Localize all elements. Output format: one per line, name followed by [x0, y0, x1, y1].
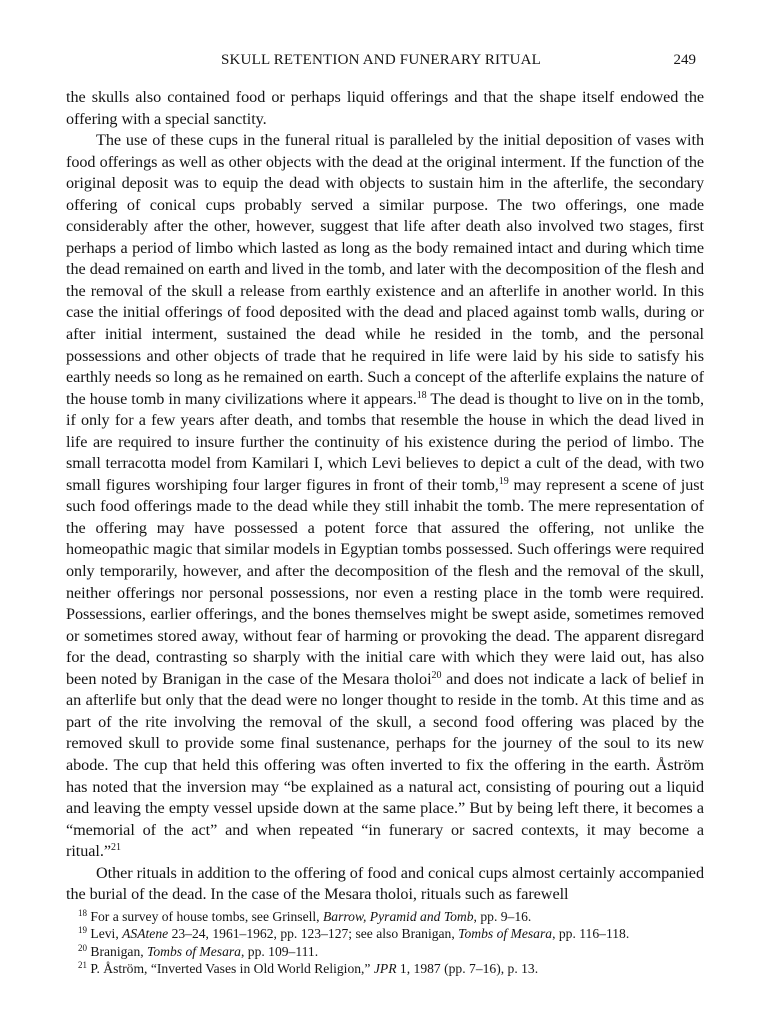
note-ref-21[interactable]: 21 — [111, 842, 121, 854]
footnote-20: $^{20}$ Branigan, Tombs of Mesara, pp. 109–111. — [78, 942, 319, 959]
footnote-18: $^{18}$ For a survey of house tombs, see Grinsell, Barrow, Pyramid and Tomb, pp. 9–16. — [78, 908, 532, 924]
paragraph-other-rituals: Other rituals in addition to the offering of food and conical cups almost certainly accompanied the burial of the dead. In the case of the Mesara tholoi, rituals such as farewell — [66, 863, 704, 904]
paragraph-continuation: the skulls also contained food or perhaps liquid offerings and that the shape itself endowed the offering with a special sanctity. — [66, 88, 704, 128]
note-ref-19[interactable]: 19 — [498, 475, 509, 487]
note-ref-18[interactable]: 18 — [416, 389, 427, 401]
body-text — [66, 87, 704, 906]
running-head-title: SKULL RETENTION AND FUNERARY RITUAL — [220, 52, 542, 68]
page-number: 249 — [673, 52, 696, 68]
note-ref-20[interactable]: 20 — [431, 669, 442, 681]
footnotes — [66, 908, 706, 978]
footnote-19: $^{19}$ Levi, ASAtene 23–24, 1961–1962, pp. 123–127; see also Branigan, Tombs of Mesara, pp. 116–118. — [78, 925, 630, 942]
running-head — [66, 50, 696, 70]
footnote-21: $^{21}$ P. Åström, “Inverted Vases in Old World Religion,” JPR 1, 1987 (pp. 7–16), p. 13. — [78, 960, 539, 977]
paragraph-conical-cups: The use of these cups in the funeral ritual is paralleled by the initial deposition of vases with food offerings as well as other objects with the dead at the original interment. If the function of the original deposit was to equip the dead with objects to sustain him in the afterlife, the secondary offering of conical cups probably served a similar purpose. The two offerings, one made considerably after the other, however, suggest that life after death also involved two stages, first perhaps a period of limbo which lasted as long as the body remained intact and during which time the dead remained on earth and lived in the tomb, and later with the decomposition of the flesh and the removal of the skull a release from earthly existence and an afterlife in another world. In this case the initial offerings of food deposited with the dead and placed against tomb walls, during or after initial interment, sustained the dead while he resided in the tomb, and the personal possessions and other objects of trade that he required in life were laid by his side to satisfy his earthly needs so long as he remained on earth. Such a concept of the afterlife explains the nature of the house tomb in many civilizations where it appears.$^{18}$ The dead is thought to live on in the tomb, if only for a few years after death, and tombs that resemble the house in which the dead lived in life are required to insure further the continuity of his existence during the period of limbo. The small terracotta model from Kamilari I, which Levi believes to depict a cult of the dead, with two small figures worshiping four larger figures in front of their tomb,$^{19}$ may represent a scene of just such food offerings made to the dead while they still inhabit the tomb. The mere representation of the offering may have possessed a potent force that assured the offering, not unlike the homeopathic magic that similar models in Egyptian tombs possessed. Such offerings were required only temporarily, however, and after the decomposition of the flesh and the removal of the skull, neither offerings nor personal possessions, nor even a resting place in the tomb were required. Possessions, earlier offerings, and the bones themselves might be swept aside, sometimes removed or sometimes stored away, without fear of harming or provoking the dead. The apparent disregard for the dead, contrasting so sharply with the initial care with which they were laid out, has also been noted by Branigan in the case of the Mesara tholoi$^{20}$ and does not indicate a lack of belief in an afterlife but only that the dead were no longer thought to reside in the tomb. At this time and as part of the rite involving the removal of the skull, a second food offering was placed by the removed skull to provide some final sustenance, perhaps for the journey of the soul to its new abode. The cup that held this offering was often inverted to fix the offering in the earth. Åström has noted that the inversion may “be explained as a natural act, consisting of pouring out a liquid and leaving the empty vessel upside down at the same place.” But by being left there, it becomes a “memorial of the act” and when repeated “in funerary or sacred contexts, it may become a ritual.”$^{21}$ — [66, 131, 705, 861]
